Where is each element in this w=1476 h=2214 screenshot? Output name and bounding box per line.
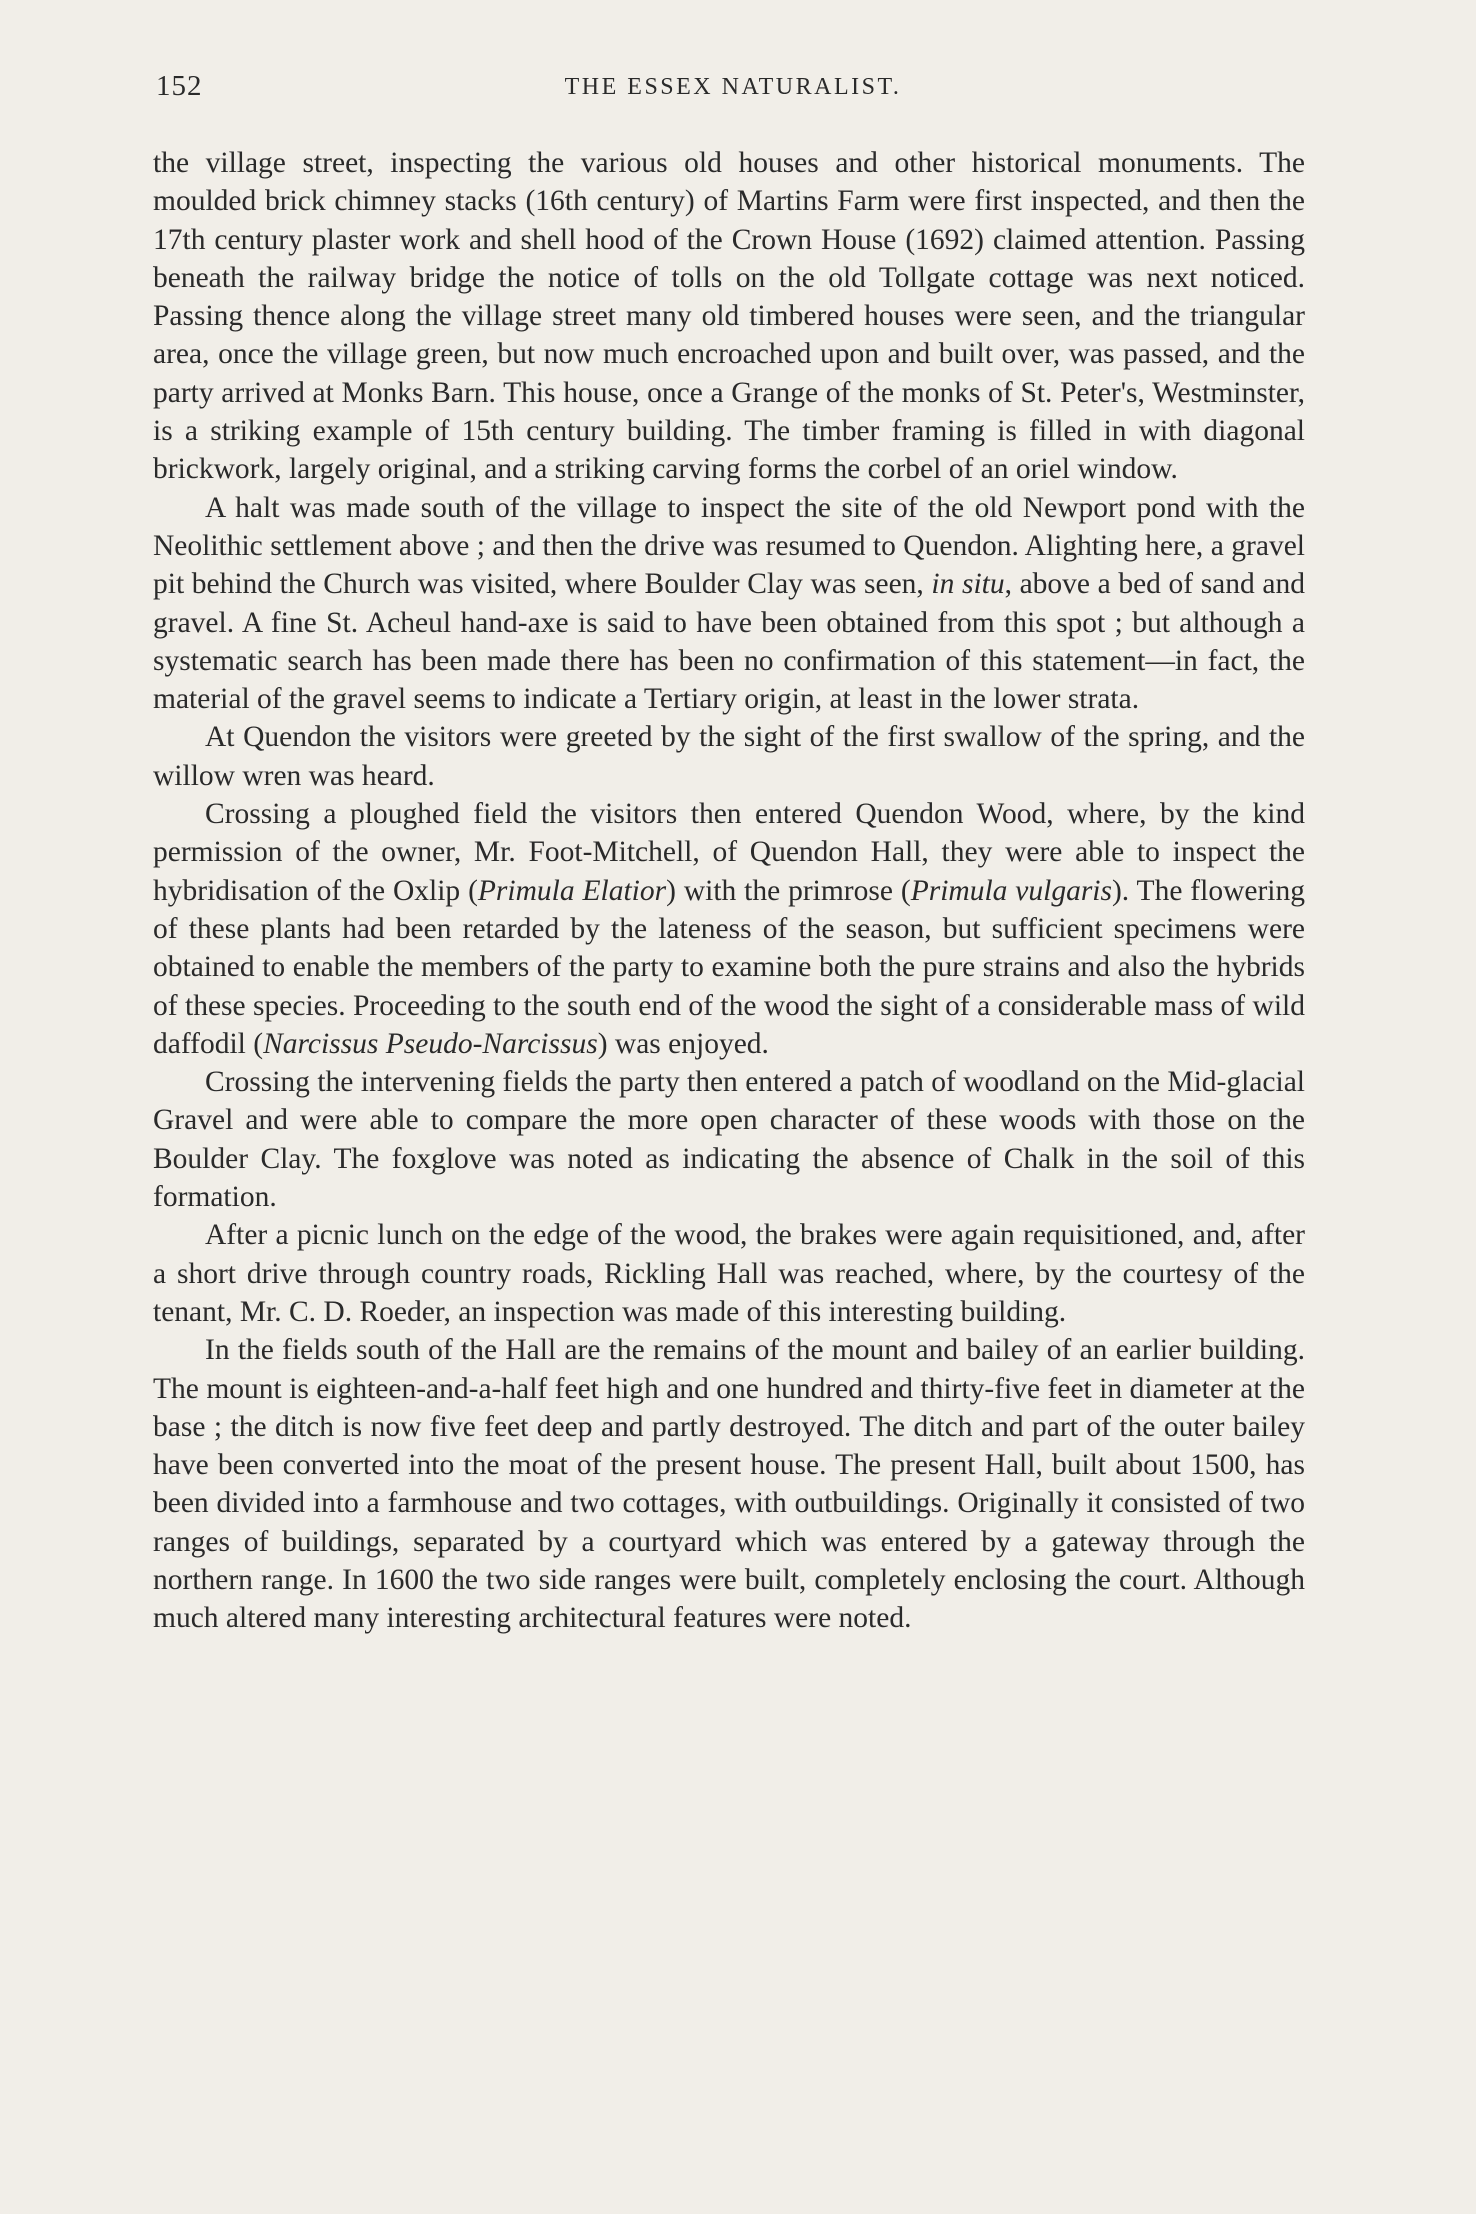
text-span: Crossing the intervening fields the party then entered a patch of woodland on the Mid-glacial Gravel and were able to compare the more open character of these woods with those on the Boulder Clay. The foxglove was noted as indicating the absence of Chalk in the soil of this formation. (153, 1066, 1305, 1214)
text-span: A halt was made south of the village to inspect the site of the old Newport pond with the Neolithic settlement above ; and then the drive was resumed to Quendon. Alighting here, a gravel pit behind the Church was visited, where Boulder Clay was seen, (153, 491, 1305, 601)
species-name: Primula Elatior (477, 874, 667, 907)
text-span: the village street, inspecting the various old houses and other historical monuments. The moulded brick chimney stacks (16th century) of Martins Farm were first inspected, and then the 17th century plaster work and shell hood of the Crown House (1692) claimed attention. Passing beneath the railway bridge the notice of tolls on the old Tollgate cottage was next noticed. Passing thence along the village street many old timbered houses were seen, and the triangular area, once the village green, but now much encroached upon and built over, was passed, and the party arrived at Monks Barn. This house, once a Grange of the monks of St. Peter's, Westminster, is a striking example of 15th century building. The timber framing is filled in with diagonal brickwork, largely original, and a striking carving forms the corbel of an oriel window. (153, 147, 1305, 486)
text-span: At Quendon the visitors were greeted by the sight of the first swallow of the spring, and the willow wren was heard. (153, 721, 1305, 792)
paragraph-mid-glacial-gravel (153, 1063, 1305, 1216)
paragraph-first-swallow (153, 718, 1305, 795)
text-span: ) with the primrose ( (666, 874, 911, 907)
paragraph-village-street (153, 144, 1305, 489)
text-span: ). The flowering of these plants had been retarded by the lateness of the season, but sufficient specimens were obtained to enable the members of the party to examine both the pure strains and also the hybrids of these species. Proceeding to the south end of the wood the sight of a considerable mass of wild daffodil ( (153, 874, 1305, 1060)
page-number: 152 (156, 70, 203, 102)
paragraph-picnic-lunch (153, 1216, 1305, 1331)
text-span: Crossing a ploughed field the visitors then entered Quendon Wood, where, by the kind permission of the owner, Mr. Foot-Mitchell, of Quendon Hall, they were able to inspect the hybridisation of the Oxlip ( (153, 798, 1305, 907)
text-span: In the fields south of the Hall are the remains of the mount and bailey of an earlier building. The mount is eighteen-and-a-half feet high and one hundred and thirty-five feet in diameter at the base ; the ditch is now five feet deep and partly destroyed. The ditch and part of the outer bailey have been converted into the moat of the present house. The present Hall, built about 1500, has been divided into a farmhouse and two cottages, with outbuildings. Originally it consisted of two ranges of buildings, separated by a courtyard which was entered by a gateway through the northern range. In 1600 the two side ranges were built, completely enclosing the court. Although much altered many interesting architectural features were noted. (153, 1334, 1305, 1635)
running-head (148, 70, 1318, 110)
article-body (153, 144, 1305, 1638)
species-name: Primula vulgaris (910, 874, 1112, 907)
text-span: After a picnic lunch on the edge of the wood, the brakes were again requisitioned, and, after a short drive through country roads, Rickling Hall was reached, where, by the courtesy of the tenant, Mr. C. D. Roeder, an inspection was made of this interesting building. (153, 1219, 1305, 1328)
text-span: , above a bed of sand and gravel. A fine St. Acheul hand-axe is said to have been obtained from this spot ; but although a systematic search has been made there has been no confirmation of this statement—in fact, the material of the gravel seems to indicate a Tertiary origin, at least in the lower strata. (153, 568, 1305, 716)
paragraph-rickling-hall (153, 1331, 1305, 1637)
text-span: ) was enjoyed. (597, 1027, 769, 1060)
species-name: Narcissus Pseudo-Narcissus (263, 1027, 598, 1060)
paragraph-quendon-gravel-pit (153, 489, 1305, 719)
paragraph-quendon-wood (153, 795, 1305, 1063)
italic-term: in situ (931, 568, 1005, 601)
journal-title: THE ESSEX NATURALIST. (564, 74, 902, 100)
